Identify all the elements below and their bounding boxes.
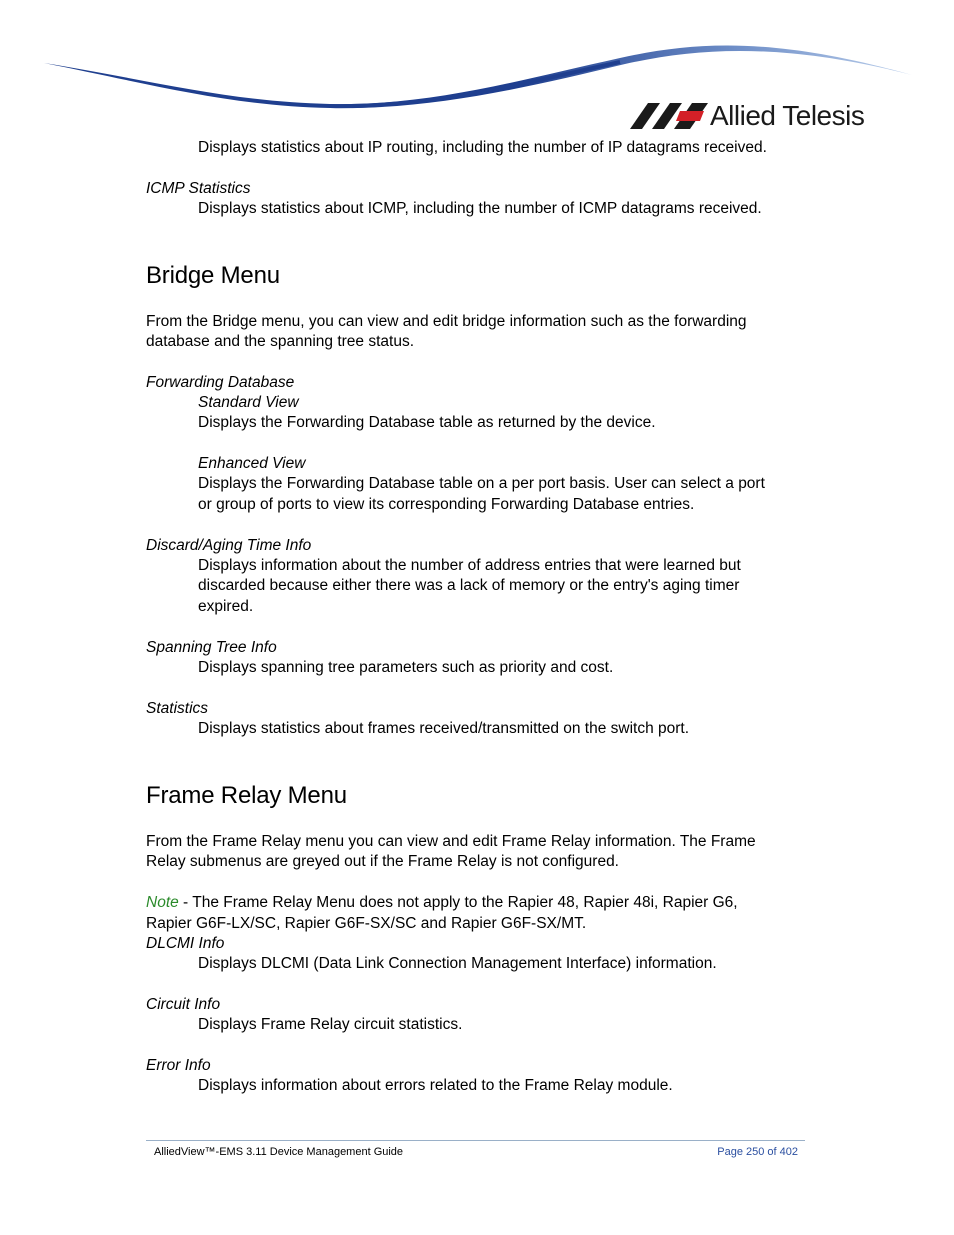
statistics-description: Displays statistics about frames received/transmitted on the switch port. [198,720,690,737]
allied-telesis-logo [630,100,864,132]
discard-aging-term: Discard/Aging Time Info [146,537,312,554]
enhanced-view-term: Enhanced View [198,455,306,472]
frame-relay-intro-line-1: From the Frame Relay menu you can view and edit Frame Relay information. The Frame [146,833,756,850]
frame-relay-intro-line-2: Relay submenus are greyed out if the Frame Relay is not configured. [146,853,619,870]
enhanced-view-description-2: or group of ports to view its corresponding Forwarding Database entries. [198,496,695,513]
bridge-intro-line-1: From the Bridge menu, you can view and edit bridge information such as the forwarding [146,313,747,330]
spanning-tree-term: Spanning Tree Info [146,639,277,656]
enhanced-view-description-1: Displays the Forwarding Database table on a per port basis. User can select a port [198,475,765,492]
discard-aging-description-3: expired. [198,598,254,615]
standard-view-description: Displays the Forwarding Database table as returned by the device. [198,414,656,431]
discard-aging-description-1: Displays information about the number of address entries that were learned but [198,557,741,574]
logo-text: Allied Telesis [710,100,865,131]
footer-document-title: AlliedView™-EMS 3.11 Device Management Guide [154,1146,404,1158]
bridge-menu-heading: Bridge Menu [146,262,280,289]
logo-mark-icon [630,101,708,131]
footer-page-number: Page 250 of 402 [717,1146,798,1158]
ip-description: Displays statistics about IP routing, including the number of IP datagrams received. [198,139,767,156]
circuit-description: Displays Frame Relay circuit statistics. [198,1016,463,1033]
standard-view-term: Standard View [198,394,299,411]
circuit-term: Circuit Info [146,996,221,1013]
note-text-1: - The Frame Relay Menu does not apply to the Rapier 48, Rapier 48i, Rapier G6, [178,894,738,911]
note-line-2: Rapier G6F-LX/SC, Rapier G6F-SX/SC and Rapier G6F-SX/MT. [146,915,587,932]
icmp-description: Displays statistics about ICMP, including the number of ICMP datagrams received. [198,200,762,217]
discard-aging-description-2: discarded because either there was a lack of memory or the entry's aging timer [198,577,740,594]
dlcmi-term: DLCMI Info [146,935,225,952]
spanning-tree-description: Displays spanning tree parameters such as priority and cost. [198,659,614,676]
statistics-term: Statistics [146,700,209,717]
error-description: Displays information about errors related to the Frame Relay module. [198,1077,673,1094]
frame-relay-menu-heading: Frame Relay Menu [146,782,347,809]
note-line-1 [146,893,738,914]
forwarding-database-term: Forwarding Database [146,374,295,391]
dlcmi-description: Displays DLCMI (Data Link Connection Management Interface) information. [198,955,717,972]
icmp-term: ICMP Statistics [146,180,251,197]
footer-divider [146,1140,805,1141]
bridge-intro-line-2: database and the spanning tree status. [146,333,415,350]
error-term: Error Info [146,1057,211,1074]
note-label: Note [146,894,179,911]
